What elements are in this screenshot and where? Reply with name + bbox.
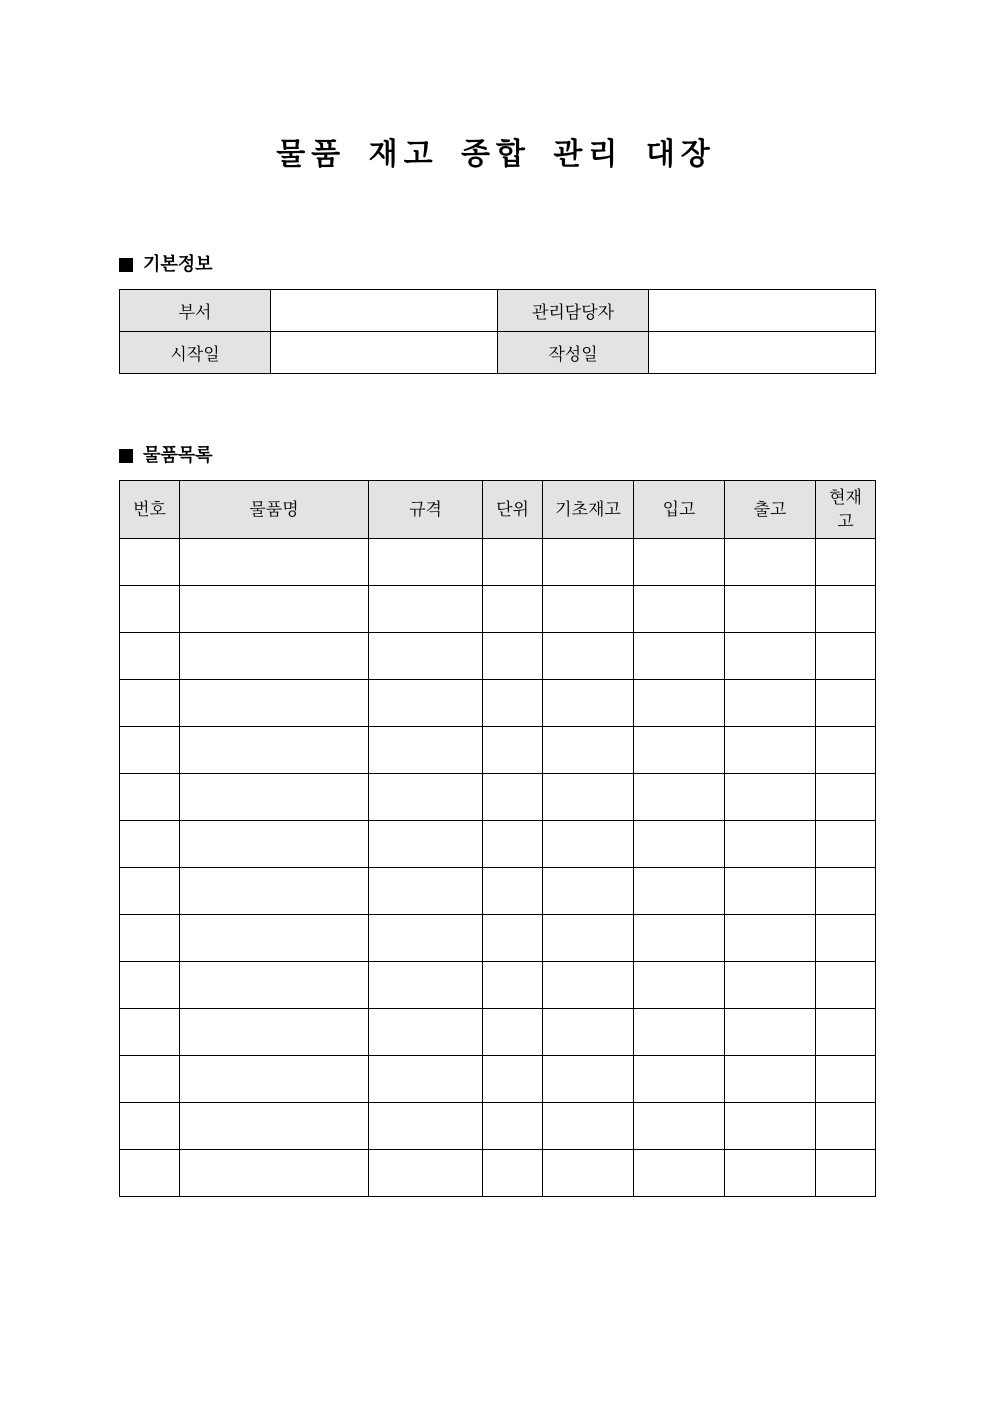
cell-unit[interactable]	[483, 774, 543, 821]
cell-outgoing[interactable]	[725, 1103, 816, 1150]
cell-unit[interactable]	[483, 1103, 543, 1150]
cell-spec[interactable]	[369, 680, 483, 727]
cell-opening-stock[interactable]	[543, 1009, 634, 1056]
cell-current-stock[interactable]	[816, 1056, 876, 1103]
cell-item-name[interactable]	[180, 1009, 369, 1056]
table-row	[120, 539, 876, 586]
manager-field[interactable]	[649, 290, 876, 332]
cell-spec[interactable]	[369, 1056, 483, 1103]
table-row	[120, 1056, 876, 1103]
cell-current-stock[interactable]	[816, 821, 876, 868]
basic-info-heading-label: 기본정보	[143, 254, 213, 275]
cell-number[interactable]	[120, 539, 180, 586]
cell-opening-stock[interactable]	[543, 1150, 634, 1197]
column-header-current-stock-label: 현재고	[829, 487, 862, 532]
column-header-outgoing: 출고	[725, 481, 816, 539]
cell-item-name[interactable]	[180, 727, 369, 774]
cell-opening-stock[interactable]	[543, 821, 634, 868]
column-header-number: 번호	[120, 481, 180, 539]
basic-info-row	[120, 290, 876, 332]
cell-spec[interactable]	[369, 727, 483, 774]
cell-number[interactable]	[120, 680, 180, 727]
cell-item-name[interactable]	[180, 680, 369, 727]
square-bullet-icon	[119, 449, 133, 463]
cell-number[interactable]	[120, 774, 180, 821]
cell-item-name[interactable]	[180, 962, 369, 1009]
table-row	[120, 1009, 876, 1056]
cell-current-stock[interactable]	[816, 539, 876, 586]
cell-incoming[interactable]	[634, 821, 725, 868]
items-table	[119, 480, 876, 1197]
cell-number[interactable]	[120, 962, 180, 1009]
square-bullet-icon	[119, 258, 133, 272]
cell-spec[interactable]	[369, 915, 483, 962]
table-row	[120, 821, 876, 868]
column-header-current-stock	[816, 481, 876, 539]
table-row	[120, 962, 876, 1009]
cell-unit[interactable]	[483, 680, 543, 727]
table-row	[120, 868, 876, 915]
table-row	[120, 680, 876, 727]
cell-incoming[interactable]	[634, 868, 725, 915]
cell-current-stock[interactable]	[816, 727, 876, 774]
cell-outgoing[interactable]	[725, 539, 816, 586]
cell-spec[interactable]	[369, 1150, 483, 1197]
cell-incoming[interactable]	[634, 915, 725, 962]
cell-item-name[interactable]	[180, 774, 369, 821]
cell-outgoing[interactable]	[725, 915, 816, 962]
cell-opening-stock[interactable]	[543, 727, 634, 774]
basic-info-heading	[119, 253, 213, 277]
cell-opening-stock[interactable]	[543, 1056, 634, 1103]
start-date-field[interactable]	[271, 332, 498, 374]
cell-item-name[interactable]	[180, 586, 369, 633]
cell-opening-stock[interactable]	[543, 586, 634, 633]
column-header-item-name: 물품명	[180, 481, 369, 539]
cell-incoming[interactable]	[634, 774, 725, 821]
cell-number[interactable]	[120, 1150, 180, 1197]
cell-incoming[interactable]	[634, 1009, 725, 1056]
cell-item-name[interactable]	[180, 539, 369, 586]
cell-opening-stock[interactable]	[543, 868, 634, 915]
cell-spec[interactable]	[369, 1009, 483, 1056]
cell-number[interactable]	[120, 727, 180, 774]
cell-unit[interactable]	[483, 962, 543, 1009]
cell-spec[interactable]	[369, 962, 483, 1009]
basic-info-row	[120, 332, 876, 374]
cell-outgoing[interactable]	[725, 586, 816, 633]
table-row	[120, 586, 876, 633]
cell-incoming[interactable]	[634, 727, 725, 774]
cell-current-stock[interactable]	[816, 774, 876, 821]
cell-incoming[interactable]	[634, 633, 725, 680]
cell-opening-stock[interactable]	[543, 915, 634, 962]
table-row	[120, 1150, 876, 1197]
cell-opening-stock[interactable]	[543, 633, 634, 680]
cell-opening-stock[interactable]	[543, 962, 634, 1009]
items-body	[120, 539, 876, 1197]
cell-unit[interactable]	[483, 915, 543, 962]
cell-item-name[interactable]	[180, 633, 369, 680]
cell-spec[interactable]	[369, 774, 483, 821]
cell-current-stock[interactable]	[816, 915, 876, 962]
cell-spec[interactable]	[369, 586, 483, 633]
cell-current-stock[interactable]	[816, 680, 876, 727]
items-header-row	[120, 481, 876, 539]
cell-item-name[interactable]	[180, 1056, 369, 1103]
cell-number[interactable]	[120, 633, 180, 680]
cell-number[interactable]	[120, 1056, 180, 1103]
cell-unit[interactable]	[483, 1150, 543, 1197]
cell-incoming[interactable]	[634, 586, 725, 633]
cell-outgoing[interactable]	[725, 962, 816, 1009]
department-field[interactable]	[271, 290, 498, 332]
cell-item-name[interactable]	[180, 868, 369, 915]
table-row	[120, 774, 876, 821]
cell-current-stock[interactable]	[816, 1150, 876, 1197]
cell-incoming[interactable]	[634, 680, 725, 727]
column-header-incoming: 입고	[634, 481, 725, 539]
cell-incoming[interactable]	[634, 1150, 725, 1197]
page-title: 물품 재고 종합 관리 대장	[276, 137, 716, 172]
written-date-label: 작성일	[498, 332, 649, 374]
cell-item-name[interactable]	[180, 1103, 369, 1150]
column-header-unit: 단위	[483, 481, 543, 539]
cell-number[interactable]	[120, 586, 180, 633]
cell-incoming[interactable]	[634, 1056, 725, 1103]
cell-current-stock[interactable]	[816, 586, 876, 633]
cell-unit[interactable]	[483, 868, 543, 915]
cell-number[interactable]	[120, 915, 180, 962]
basic-info-table	[119, 289, 876, 374]
table-row	[120, 727, 876, 774]
manager-label: 관리담당자	[498, 290, 649, 332]
cell-outgoing[interactable]	[725, 1056, 816, 1103]
cell-spec[interactable]	[369, 633, 483, 680]
table-row	[120, 633, 876, 680]
cell-outgoing[interactable]	[725, 1009, 816, 1056]
cell-outgoing[interactable]	[725, 727, 816, 774]
cell-outgoing[interactable]	[725, 774, 816, 821]
cell-incoming[interactable]	[634, 1103, 725, 1150]
cell-item-name[interactable]	[180, 1150, 369, 1197]
cell-outgoing[interactable]	[725, 680, 816, 727]
column-header-spec: 규격	[369, 481, 483, 539]
cell-unit[interactable]	[483, 821, 543, 868]
cell-incoming[interactable]	[634, 539, 725, 586]
cell-number[interactable]	[120, 821, 180, 868]
cell-current-stock[interactable]	[816, 868, 876, 915]
cell-incoming[interactable]	[634, 962, 725, 1009]
cell-unit[interactable]	[483, 586, 543, 633]
cell-number[interactable]	[120, 1009, 180, 1056]
cell-unit[interactable]	[483, 539, 543, 586]
cell-unit[interactable]	[483, 1009, 543, 1056]
start-date-label: 시작일	[120, 332, 271, 374]
cell-outgoing[interactable]	[725, 821, 816, 868]
cell-outgoing[interactable]	[725, 1150, 816, 1197]
cell-spec[interactable]	[369, 539, 483, 586]
cell-number[interactable]	[120, 868, 180, 915]
cell-number[interactable]	[120, 1103, 180, 1150]
cell-spec[interactable]	[369, 821, 483, 868]
cell-outgoing[interactable]	[725, 868, 816, 915]
department-label: 부서	[120, 290, 271, 332]
column-header-opening-stock: 기초재고	[543, 481, 634, 539]
table-row	[120, 915, 876, 962]
cell-item-name[interactable]	[180, 915, 369, 962]
items-heading-label: 물품목록	[143, 445, 213, 466]
cell-current-stock[interactable]	[816, 633, 876, 680]
cell-outgoing[interactable]	[725, 633, 816, 680]
cell-unit[interactable]	[483, 727, 543, 774]
cell-opening-stock[interactable]	[543, 1103, 634, 1150]
cell-spec[interactable]	[369, 1103, 483, 1150]
cell-opening-stock[interactable]	[543, 680, 634, 727]
cell-current-stock[interactable]	[816, 1009, 876, 1056]
table-row	[120, 1103, 876, 1150]
cell-current-stock[interactable]	[816, 1103, 876, 1150]
written-date-field[interactable]	[649, 332, 876, 374]
cell-item-name[interactable]	[180, 821, 369, 868]
cell-spec[interactable]	[369, 868, 483, 915]
cell-opening-stock[interactable]	[543, 539, 634, 586]
cell-unit[interactable]	[483, 633, 543, 680]
cell-current-stock[interactable]	[816, 962, 876, 1009]
cell-unit[interactable]	[483, 1056, 543, 1103]
cell-opening-stock[interactable]	[543, 774, 634, 821]
items-heading	[119, 444, 213, 468]
